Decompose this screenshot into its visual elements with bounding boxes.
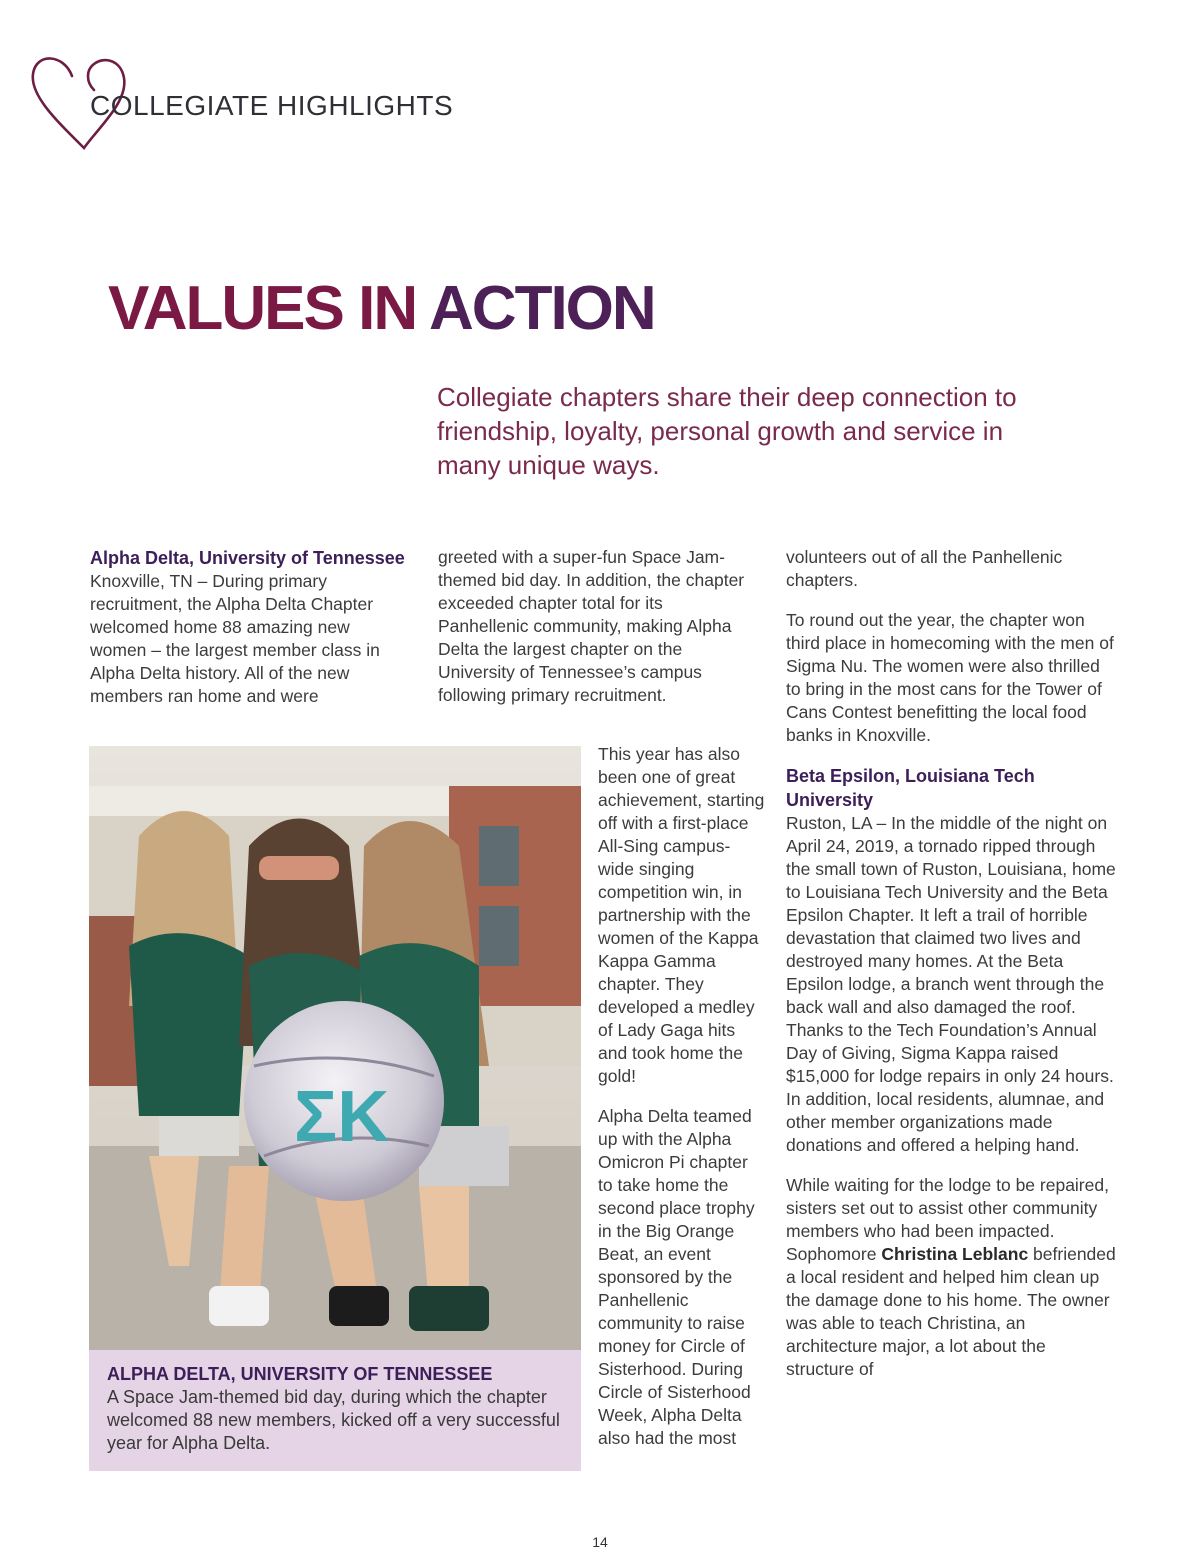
photo-illustration [89,746,581,1350]
column-2 [438,546,758,707]
section-header [28,48,488,158]
text-run: befriended a local resident and helped him clean up the damage done to his home. The owner was able to teach Christina, an architecture major, a lot about the structure of [786,1244,1116,1379]
column-1 [90,546,410,708]
ball-letters: ΣΚ [294,1077,390,1157]
section-label: COLLEGIATE HIGHLIGHTS [90,90,454,121]
article-paragraph [786,1174,1116,1381]
article-paragraph: volunteers out of all the Panhellenic chapters. [786,547,1063,590]
article-paragraph: To round out the year, the chapter won third place in homecoming with the men of Sigma Nu. The women were also thrilled to bring in the most cans for the Tower of Cans Contest benefitting the local food banks in Knoxville. [786,610,1114,745]
member-name: Christina Leblanc [881,1244,1029,1264]
article-heading-beta-epsilon: Beta Epsilon, Louisiana Tech University [786,766,1035,810]
photo-bid-day [89,746,581,1350]
article-paragraph: This year has also been one of great achievement, starting off with a first-place All-Sing campus-wide singing competition win, in partnership with the women of the Kappa Kappa Gamma chapter. They developed a medley of Lady Gaga hits and took home the gold! [598,744,765,1086]
title-part-2: ACTION [429,274,655,343]
caption-text: A Space Jam-themed bid day, during which the chapter welcomed 88 new members, kicked off a very successful year for Alpha Delta. [107,1387,560,1453]
article-paragraph: Ruston, LA – In the middle of the night on April 24, 2019, a tornado ripped through the small town of Ruston, Louisiana, home to Louisiana Tech University and the Beta Epsilon Chapter. It left a trail of horrible devastation that claimed two lives and destroyed many homes. At the Beta Epsilon lodge, a branch went through the back wall and also damaged the roof. Thanks to the Tech Foundation’s Annual Day of Giving, Sigma Kappa raised $15,000 for lodge repairs in only 24 hours. In addition, local residents, alumnae, and other member organizations made donations and offered a helping hand. [786,813,1116,1155]
page-number: 14 [592,1534,608,1550]
article-paragraph: greeted with a super-fun Space Jam-themed bid day. In addition, the chapter exceeded chapter total for its Panhellenic community, making Alpha Delta the largest chapter on the University of Tennessee’s campus following primary recruitment. [438,547,745,705]
article-heading-alpha-delta: Alpha Delta, University of Tennessee [90,548,405,568]
text-run: While waiting for the lodge to be repaired, sisters set out to assist other community members who had been impacted. Sophomore [786,1175,1109,1264]
column-3 [786,546,1116,1381]
column-2-narrow [598,726,766,1450]
article-paragraph: Knoxville, TN – During primary recruitment, the Alpha Delta Chapter welcomed home 88 amazing new women – the largest member class in Alpha Delta history. All of the new members ran home and were [90,571,380,706]
title-part-1: VALUES IN [108,274,430,343]
page-title [108,274,655,343]
article-paragraph: Alpha Delta teamed up with the Alpha Omicron Pi chapter to take home the second place trophy in the Big Orange Beat, an event sponsored by the Panhellenic community to raise money for Circle of Sisterhood. During Circle of Sisterhood Week, Alpha Delta also had the most [598,1106,755,1448]
caption-title: ALPHA DELTA, UNIVERSITY OF TENNESSEE [107,1364,493,1384]
intro-text: Collegiate chapters share their deep connection to friendship, loyalty, personal growth and service in many unique ways. [437,382,1017,480]
photo-caption [89,1350,581,1471]
